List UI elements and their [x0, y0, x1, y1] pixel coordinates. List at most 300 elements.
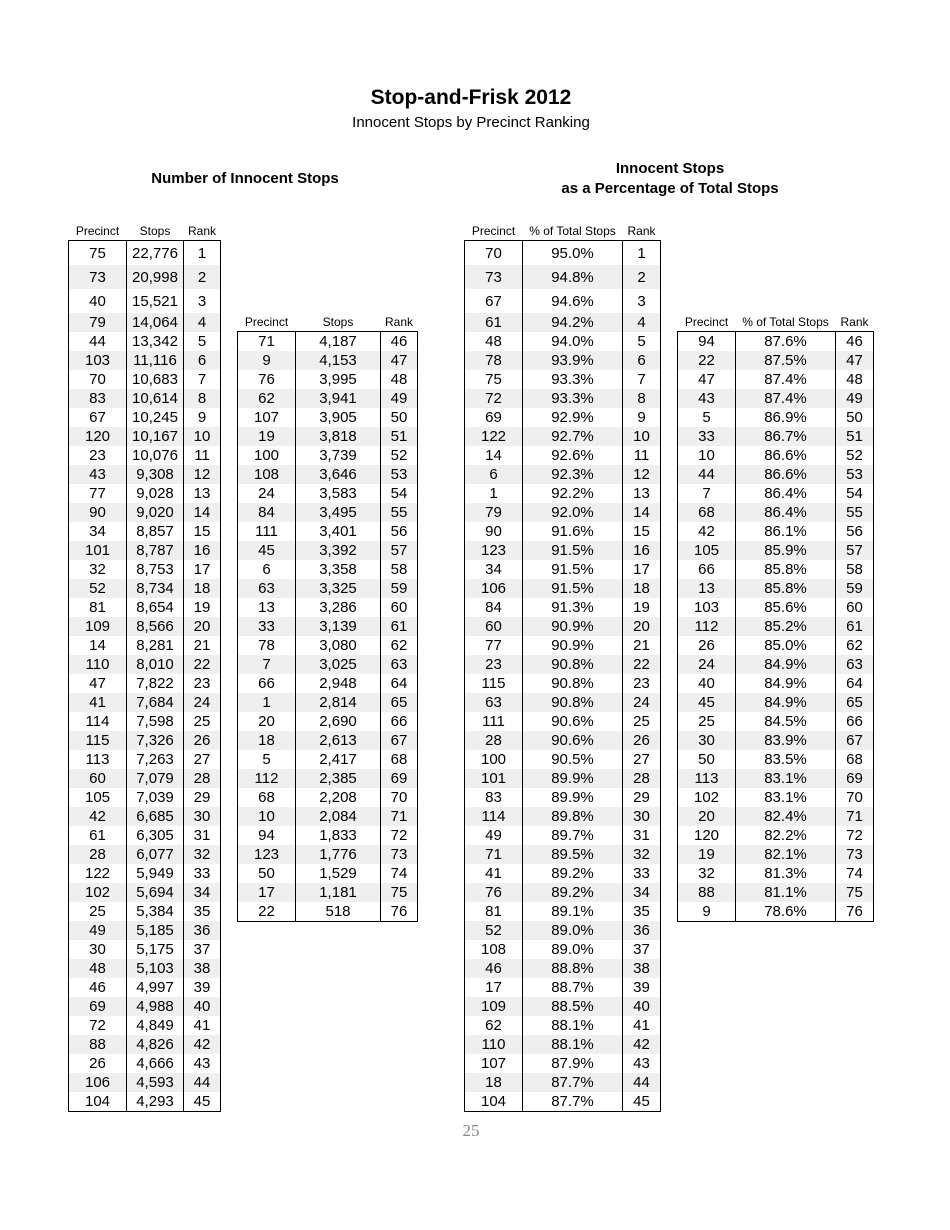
table-row	[465, 750, 661, 769]
precinct-cell: 120	[69, 427, 127, 446]
precinct-cell: 94	[678, 332, 736, 352]
precinct-cell: 19	[238, 427, 296, 446]
precinct-cell: 24	[238, 484, 296, 503]
precinct-cell: 104	[69, 1092, 127, 1112]
table-row	[69, 997, 221, 1016]
percentage-section-heading	[520, 159, 820, 199]
rank-cell: 6	[184, 351, 221, 370]
rank-cell: 58	[381, 560, 418, 579]
value-cell: 84.9%	[736, 674, 836, 693]
rank-cell: 49	[836, 389, 874, 408]
value-cell: 91.5%	[523, 579, 623, 598]
table-row	[69, 484, 221, 503]
precinct-cell: 113	[69, 750, 127, 769]
value-cell: 2,417	[296, 750, 381, 769]
rank-cell: 41	[184, 1016, 221, 1035]
table-header-row	[465, 218, 661, 241]
precinct-cell: 9	[238, 351, 296, 370]
table-row	[69, 1073, 221, 1092]
rank-cell: 60	[381, 598, 418, 617]
rank-cell: 20	[184, 617, 221, 636]
precinct-cell: 111	[238, 522, 296, 541]
table-row	[238, 370, 418, 389]
precinct-cell: 48	[69, 959, 127, 978]
value-cell: 3,325	[296, 579, 381, 598]
table-row	[465, 617, 661, 636]
rank-cell: 74	[381, 864, 418, 883]
rank-cell: 22	[184, 655, 221, 674]
value-cell: 6,305	[127, 826, 184, 845]
rank-cell: 1	[184, 241, 221, 266]
rank-cell: 44	[184, 1073, 221, 1092]
rank-cell: 23	[623, 674, 661, 693]
table-row	[465, 1073, 661, 1092]
table-row	[678, 408, 874, 427]
percentage-table-ranks-46-76	[677, 309, 874, 922]
value-cell: 4,988	[127, 997, 184, 1016]
value-cell: 3,080	[296, 636, 381, 655]
precinct-cell: 88	[678, 883, 736, 902]
table-row	[678, 731, 874, 750]
rank-cell: 30	[623, 807, 661, 826]
precinct-cell: 112	[678, 617, 736, 636]
table-row	[678, 750, 874, 769]
precinct-cell: 68	[238, 788, 296, 807]
table-row	[238, 484, 418, 503]
rank-cell: 73	[381, 845, 418, 864]
precinct-cell: 114	[465, 807, 523, 826]
rank-cell: 24	[184, 693, 221, 712]
rank-cell: 21	[623, 636, 661, 655]
rank-cell: 40	[184, 997, 221, 1016]
table-row	[238, 617, 418, 636]
precinct-cell: 83	[69, 389, 127, 408]
rank-cell: 70	[836, 788, 874, 807]
percentage-column-header: % of Total Stops	[529, 224, 616, 238]
table-row	[238, 693, 418, 712]
table-row	[465, 313, 661, 332]
rank-cell: 4	[623, 313, 661, 332]
value-cell: 86.4%	[736, 484, 836, 503]
precinct-cell: 28	[465, 731, 523, 750]
rank-cell: 57	[381, 541, 418, 560]
rank-cell: 58	[836, 560, 874, 579]
precinct-cell: 78	[238, 636, 296, 655]
value-cell: 81.1%	[736, 883, 836, 902]
rank-cell: 16	[184, 541, 221, 560]
rank-cell: 28	[184, 769, 221, 788]
precinct-cell: 52	[465, 921, 523, 940]
precinct-cell: 17	[465, 978, 523, 997]
rank-cell: 61	[381, 617, 418, 636]
table-row	[678, 826, 874, 845]
value-cell: 90.6%	[523, 731, 623, 750]
rank-cell: 63	[836, 655, 874, 674]
rank-cell: 27	[184, 750, 221, 769]
table-row	[238, 503, 418, 522]
rank-cell: 53	[381, 465, 418, 484]
precinct-cell: 45	[678, 693, 736, 712]
rank-cell: 34	[184, 883, 221, 902]
rank-cell: 8	[184, 389, 221, 408]
value-cell: 10,245	[127, 408, 184, 427]
rank-cell: 13	[623, 484, 661, 503]
precinct-cell: 42	[678, 522, 736, 541]
precinct-cell: 102	[69, 883, 127, 902]
table-row	[465, 446, 661, 465]
precinct-cell: 73	[465, 265, 523, 289]
table-row	[678, 636, 874, 655]
value-cell: 14,064	[127, 313, 184, 332]
rank-cell: 61	[836, 617, 874, 636]
value-cell: 7,598	[127, 712, 184, 731]
rank-cell: 62	[381, 636, 418, 655]
table-header-row	[678, 309, 874, 332]
value-cell: 2,208	[296, 788, 381, 807]
rank-cell: 38	[623, 959, 661, 978]
page-number: 25	[462, 1121, 480, 1140]
precinct-cell: 77	[465, 636, 523, 655]
value-cell: 90.5%	[523, 750, 623, 769]
rank-cell: 24	[623, 693, 661, 712]
rank-cell: 14	[623, 503, 661, 522]
precinct-cell: 70	[465, 241, 523, 266]
precinct-cell: 123	[465, 541, 523, 560]
precinct-cell: 13	[678, 579, 736, 598]
table-row	[465, 978, 661, 997]
value-cell: 3,905	[296, 408, 381, 427]
table-row	[465, 921, 661, 940]
table-row	[465, 1054, 661, 1073]
percentage-heading-line-2: as a Percentage of Total Stops	[561, 180, 779, 197]
rank-cell: 29	[623, 788, 661, 807]
precinct-cell: 103	[678, 598, 736, 617]
value-cell: 3,358	[296, 560, 381, 579]
rank-column-header: Rank	[187, 224, 216, 238]
table-row	[69, 408, 221, 427]
table-row	[69, 389, 221, 408]
value-cell: 4,849	[127, 1016, 184, 1035]
value-cell: 7,039	[127, 788, 184, 807]
table-row	[69, 940, 221, 959]
precinct-cell: 71	[465, 845, 523, 864]
precinct-cell: 81	[465, 902, 523, 921]
rank-cell: 47	[381, 351, 418, 370]
table-row	[465, 731, 661, 750]
value-cell: 89.0%	[523, 921, 623, 940]
table-row	[678, 712, 874, 731]
table-row	[69, 1054, 221, 1073]
rank-cell: 17	[184, 560, 221, 579]
rank-cell: 16	[623, 541, 661, 560]
table-row	[69, 265, 221, 289]
value-cell: 2,948	[296, 674, 381, 693]
rank-cell: 18	[184, 579, 221, 598]
precinct-cell: 109	[69, 617, 127, 636]
value-cell: 85.9%	[736, 541, 836, 560]
rank-cell: 66	[836, 712, 874, 731]
precinct-cell: 50	[678, 750, 736, 769]
value-cell: 95.0%	[523, 241, 623, 266]
count-section-heading: Number of Innocent Stops	[151, 170, 339, 187]
rank-cell: 9	[623, 408, 661, 427]
rank-cell: 55	[381, 503, 418, 522]
precinct-cell: 63	[238, 579, 296, 598]
rank-cell: 65	[836, 693, 874, 712]
table-row	[69, 636, 221, 655]
precinct-cell: 75	[465, 370, 523, 389]
table-row	[69, 655, 221, 674]
rank-cell: 2	[184, 265, 221, 289]
precinct-cell: 68	[678, 503, 736, 522]
rank-cell: 39	[623, 978, 661, 997]
precinct-cell: 44	[69, 332, 127, 351]
precinct-cell: 90	[69, 503, 127, 522]
precinct-cell: 76	[465, 883, 523, 902]
value-cell: 4,666	[127, 1054, 184, 1073]
table-header-row	[238, 309, 418, 332]
precinct-cell: 18	[238, 731, 296, 750]
rank-cell: 71	[381, 807, 418, 826]
value-cell: 4,593	[127, 1073, 184, 1092]
rank-cell: 54	[381, 484, 418, 503]
precinct-cell: 72	[465, 389, 523, 408]
value-cell: 3,401	[296, 522, 381, 541]
table-row	[678, 370, 874, 389]
value-cell: 92.2%	[523, 484, 623, 503]
table-row	[465, 769, 661, 788]
rank-cell: 45	[184, 1092, 221, 1112]
precinct-cell: 90	[465, 522, 523, 541]
rank-cell: 50	[381, 408, 418, 427]
value-cell: 2,084	[296, 807, 381, 826]
value-cell: 78.6%	[736, 902, 836, 922]
precinct-cell: 105	[69, 788, 127, 807]
value-cell: 84.9%	[736, 693, 836, 712]
table-row	[69, 560, 221, 579]
table-row	[69, 807, 221, 826]
rank-cell: 37	[623, 940, 661, 959]
value-cell: 94.2%	[523, 313, 623, 332]
rank-cell: 11	[623, 446, 661, 465]
table-row	[678, 484, 874, 503]
value-cell: 82.4%	[736, 807, 836, 826]
precinct-column-header: Precinct	[684, 315, 729, 329]
rank-cell: 62	[836, 636, 874, 655]
value-cell: 3,139	[296, 617, 381, 636]
rank-cell: 35	[623, 902, 661, 921]
precinct-cell: 62	[238, 389, 296, 408]
rank-cell: 55	[836, 503, 874, 522]
table-row	[69, 750, 221, 769]
value-cell: 1,776	[296, 845, 381, 864]
value-cell: 3,495	[296, 503, 381, 522]
precinct-cell: 81	[69, 598, 127, 617]
table-row	[238, 655, 418, 674]
precinct-cell: 26	[678, 636, 736, 655]
table-row	[678, 655, 874, 674]
table-row	[69, 503, 221, 522]
table-row	[465, 1035, 661, 1054]
precinct-cell: 47	[678, 370, 736, 389]
table-row	[238, 712, 418, 731]
precinct-cell: 9	[678, 902, 736, 922]
table-row	[238, 332, 418, 352]
value-cell: 89.8%	[523, 807, 623, 826]
table-row	[238, 826, 418, 845]
precinct-cell: 61	[465, 313, 523, 332]
precinct-column-header: Precinct	[244, 315, 289, 329]
precinct-cell: 30	[678, 731, 736, 750]
rank-cell: 19	[184, 598, 221, 617]
rank-cell: 14	[184, 503, 221, 522]
table-row	[678, 446, 874, 465]
table-row	[678, 579, 874, 598]
precinct-cell: 107	[465, 1054, 523, 1073]
rank-cell: 32	[184, 845, 221, 864]
value-cell: 4,826	[127, 1035, 184, 1054]
table-row	[69, 522, 221, 541]
value-cell: 8,734	[127, 579, 184, 598]
rank-cell: 59	[836, 579, 874, 598]
table-row	[238, 883, 418, 902]
precinct-cell: 22	[238, 902, 296, 922]
table-row	[238, 769, 418, 788]
value-cell: 92.0%	[523, 503, 623, 522]
precinct-cell: 84	[238, 503, 296, 522]
value-cell: 92.6%	[523, 446, 623, 465]
table-row	[465, 959, 661, 978]
value-cell: 7,263	[127, 750, 184, 769]
value-cell: 5,103	[127, 959, 184, 978]
rank-cell: 18	[623, 579, 661, 598]
value-cell: 89.5%	[523, 845, 623, 864]
rank-cell: 23	[184, 674, 221, 693]
table-row	[678, 351, 874, 370]
rank-cell: 66	[381, 712, 418, 731]
precinct-cell: 23	[69, 446, 127, 465]
rank-cell: 67	[836, 731, 874, 750]
value-cell: 93.9%	[523, 351, 623, 370]
table-row	[465, 864, 661, 883]
rank-cell: 15	[184, 522, 221, 541]
value-cell: 86.7%	[736, 427, 836, 446]
rank-cell: 57	[836, 541, 874, 560]
rank-cell: 52	[381, 446, 418, 465]
rank-cell: 20	[623, 617, 661, 636]
precinct-cell: 20	[238, 712, 296, 731]
table-row	[69, 351, 221, 370]
table-row	[678, 560, 874, 579]
value-cell: 89.2%	[523, 864, 623, 883]
precinct-cell: 69	[465, 408, 523, 427]
table-row	[465, 902, 661, 921]
precinct-column-header: Precinct	[75, 224, 120, 238]
rank-cell: 7	[623, 370, 661, 389]
precinct-cell: 110	[69, 655, 127, 674]
precinct-cell: 7	[238, 655, 296, 674]
precinct-cell: 47	[69, 674, 127, 693]
value-cell: 83.5%	[736, 750, 836, 769]
table-row	[69, 1035, 221, 1054]
table-row	[238, 408, 418, 427]
table-row	[69, 788, 221, 807]
rank-cell: 35	[184, 902, 221, 921]
precinct-cell: 43	[69, 465, 127, 484]
rank-cell: 40	[623, 997, 661, 1016]
value-cell: 2,690	[296, 712, 381, 731]
precinct-cell: 106	[69, 1073, 127, 1092]
value-cell: 3,583	[296, 484, 381, 503]
table-row	[465, 1092, 661, 1112]
value-cell: 8,010	[127, 655, 184, 674]
table-row	[69, 845, 221, 864]
table-row	[465, 940, 661, 959]
table-row	[678, 864, 874, 883]
value-cell: 87.4%	[736, 389, 836, 408]
table-row	[678, 883, 874, 902]
table-row	[465, 289, 661, 313]
value-cell: 88.1%	[523, 1035, 623, 1054]
value-cell: 6,077	[127, 845, 184, 864]
precinct-cell: 34	[69, 522, 127, 541]
value-cell: 89.9%	[523, 788, 623, 807]
table-row	[465, 351, 661, 370]
precinct-cell: 48	[465, 332, 523, 351]
precinct-cell: 100	[238, 446, 296, 465]
rank-cell: 43	[623, 1054, 661, 1073]
table-row	[238, 902, 418, 922]
rank-cell: 70	[381, 788, 418, 807]
precinct-cell: 34	[465, 560, 523, 579]
rank-cell: 52	[836, 446, 874, 465]
value-cell: 83.1%	[736, 769, 836, 788]
value-cell: 86.1%	[736, 522, 836, 541]
rank-cell: 50	[836, 408, 874, 427]
rank-cell: 33	[184, 864, 221, 883]
precinct-cell: 44	[678, 465, 736, 484]
precinct-cell: 5	[238, 750, 296, 769]
precinct-cell: 107	[238, 408, 296, 427]
table-row	[238, 541, 418, 560]
rank-cell: 49	[381, 389, 418, 408]
rank-cell: 2	[623, 265, 661, 289]
rank-cell: 37	[184, 940, 221, 959]
table-row	[69, 693, 221, 712]
value-cell: 89.2%	[523, 883, 623, 902]
table-row	[238, 427, 418, 446]
page-title: Stop-and-Frisk 2012	[370, 86, 572, 109]
table-row	[465, 389, 661, 408]
value-cell: 3,646	[296, 465, 381, 484]
value-cell: 91.3%	[523, 598, 623, 617]
value-cell: 83.1%	[736, 788, 836, 807]
precinct-cell: 26	[69, 1054, 127, 1073]
value-cell: 7,822	[127, 674, 184, 693]
precinct-cell: 66	[238, 674, 296, 693]
table-row	[465, 655, 661, 674]
table-row	[465, 503, 661, 522]
table-row	[465, 265, 661, 289]
precinct-cell: 101	[69, 541, 127, 560]
rank-cell: 13	[184, 484, 221, 503]
precinct-cell: 83	[465, 788, 523, 807]
table-row	[69, 289, 221, 313]
rank-cell: 9	[184, 408, 221, 427]
rank-cell: 68	[836, 750, 874, 769]
precinct-cell: 10	[678, 446, 736, 465]
rank-cell: 45	[623, 1092, 661, 1112]
